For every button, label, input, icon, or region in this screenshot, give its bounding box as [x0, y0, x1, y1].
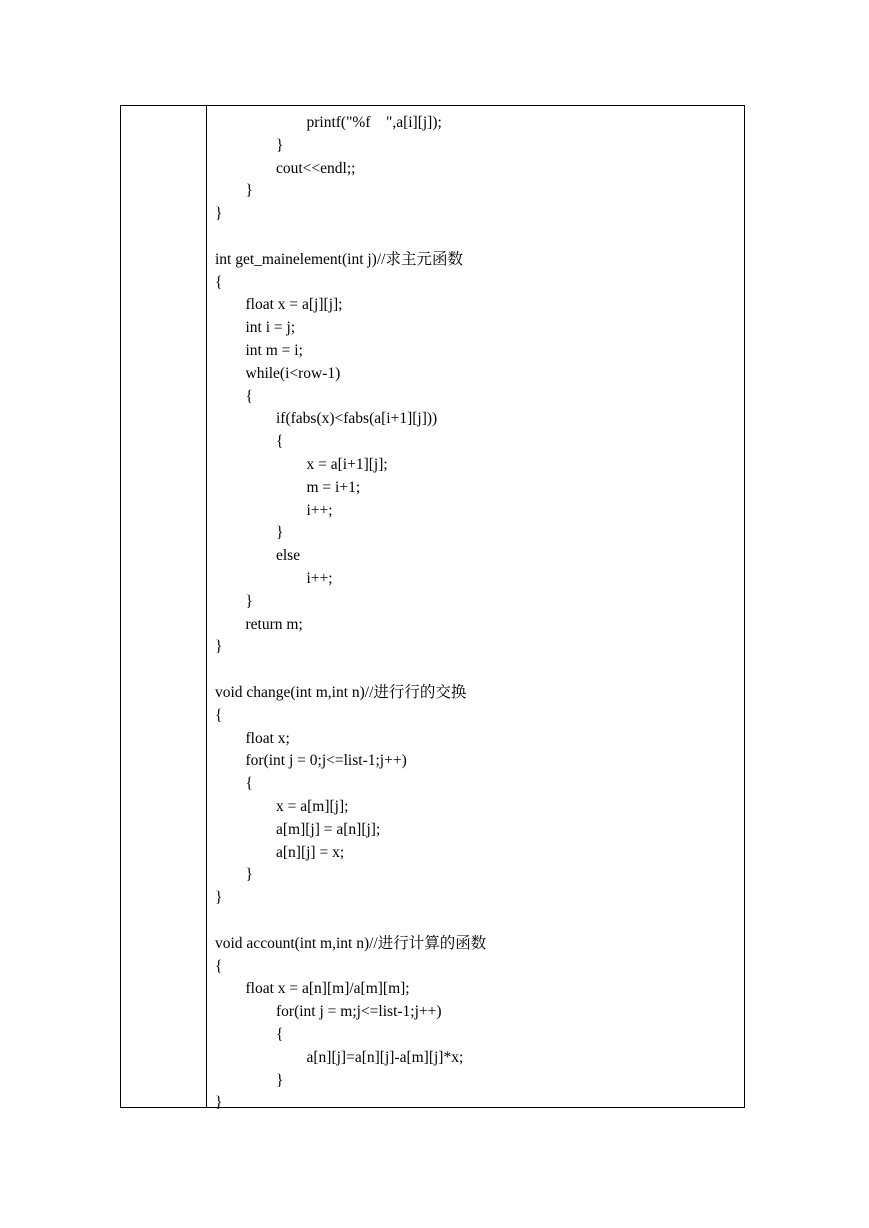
code-line: float x = a[j][j];: [245, 296, 343, 314]
code-line: i++;: [306, 501, 333, 519]
document-table: [120, 105, 745, 1112]
code-line: float x = a[n][m]/a[m][m];: [245, 980, 410, 998]
code-line: void change(int m,int n)//进行行的交换: [215, 684, 467, 701]
code-line: }: [276, 1071, 284, 1089]
code-line: {: [245, 387, 253, 405]
code-line: cout<<endl;;: [276, 159, 356, 177]
code-line: }: [215, 1094, 223, 1112]
code-line: x = a[m][j];: [276, 798, 349, 815]
code-line: {: [215, 273, 223, 291]
code-line: }: [215, 638, 223, 656]
code-line: x = a[i+1][j];: [306, 456, 388, 473]
code-line: printf("%f ",a[i][j]);: [306, 114, 442, 131]
code-line: a[n][j] = x;: [276, 843, 345, 861]
code-line: a[m][j] = a[n][j];: [276, 820, 381, 838]
code-line: int m = i;: [245, 342, 303, 359]
code-line: }: [245, 592, 253, 610]
code-line: void account(int m,int n)//进行计算的函数: [215, 934, 487, 952]
code-line: float x;: [245, 729, 290, 747]
code-line: for(int j = 0;j<=list-1;j++): [245, 752, 407, 770]
code-line: int get_mainelement(int j)//求主元函数: [215, 250, 463, 268]
code-line: {: [215, 957, 223, 975]
code-cell: [215, 106, 744, 1112]
code-line: }: [276, 136, 284, 154]
code-line: while(i<row-1): [245, 364, 341, 382]
code-line: {: [215, 706, 223, 724]
code-line: {: [245, 775, 253, 793]
code-line: {: [276, 1026, 284, 1043]
code-line: for(int j = m;j<=list-1;j++): [276, 1003, 442, 1021]
code-line: }: [276, 524, 284, 542]
code-line: }: [245, 866, 253, 884]
code-line: m = i+1;: [306, 478, 361, 496]
code-line: int i = j;: [245, 319, 296, 337]
code-line: if(fabs(x)<fabs(a[i+1][j])): [276, 410, 438, 428]
table-left-cell: [121, 106, 207, 1107]
code-line: i++;: [306, 570, 333, 587]
code-line: return m;: [245, 615, 303, 633]
code-line: }: [245, 182, 253, 200]
code-line: {: [276, 433, 284, 451]
code-line: }: [215, 889, 223, 907]
code-line: else: [276, 547, 301, 565]
code-line: a[n][j]=a[n][j]-a[m][j]*x;: [306, 1048, 464, 1066]
code-line: }: [215, 205, 223, 223]
